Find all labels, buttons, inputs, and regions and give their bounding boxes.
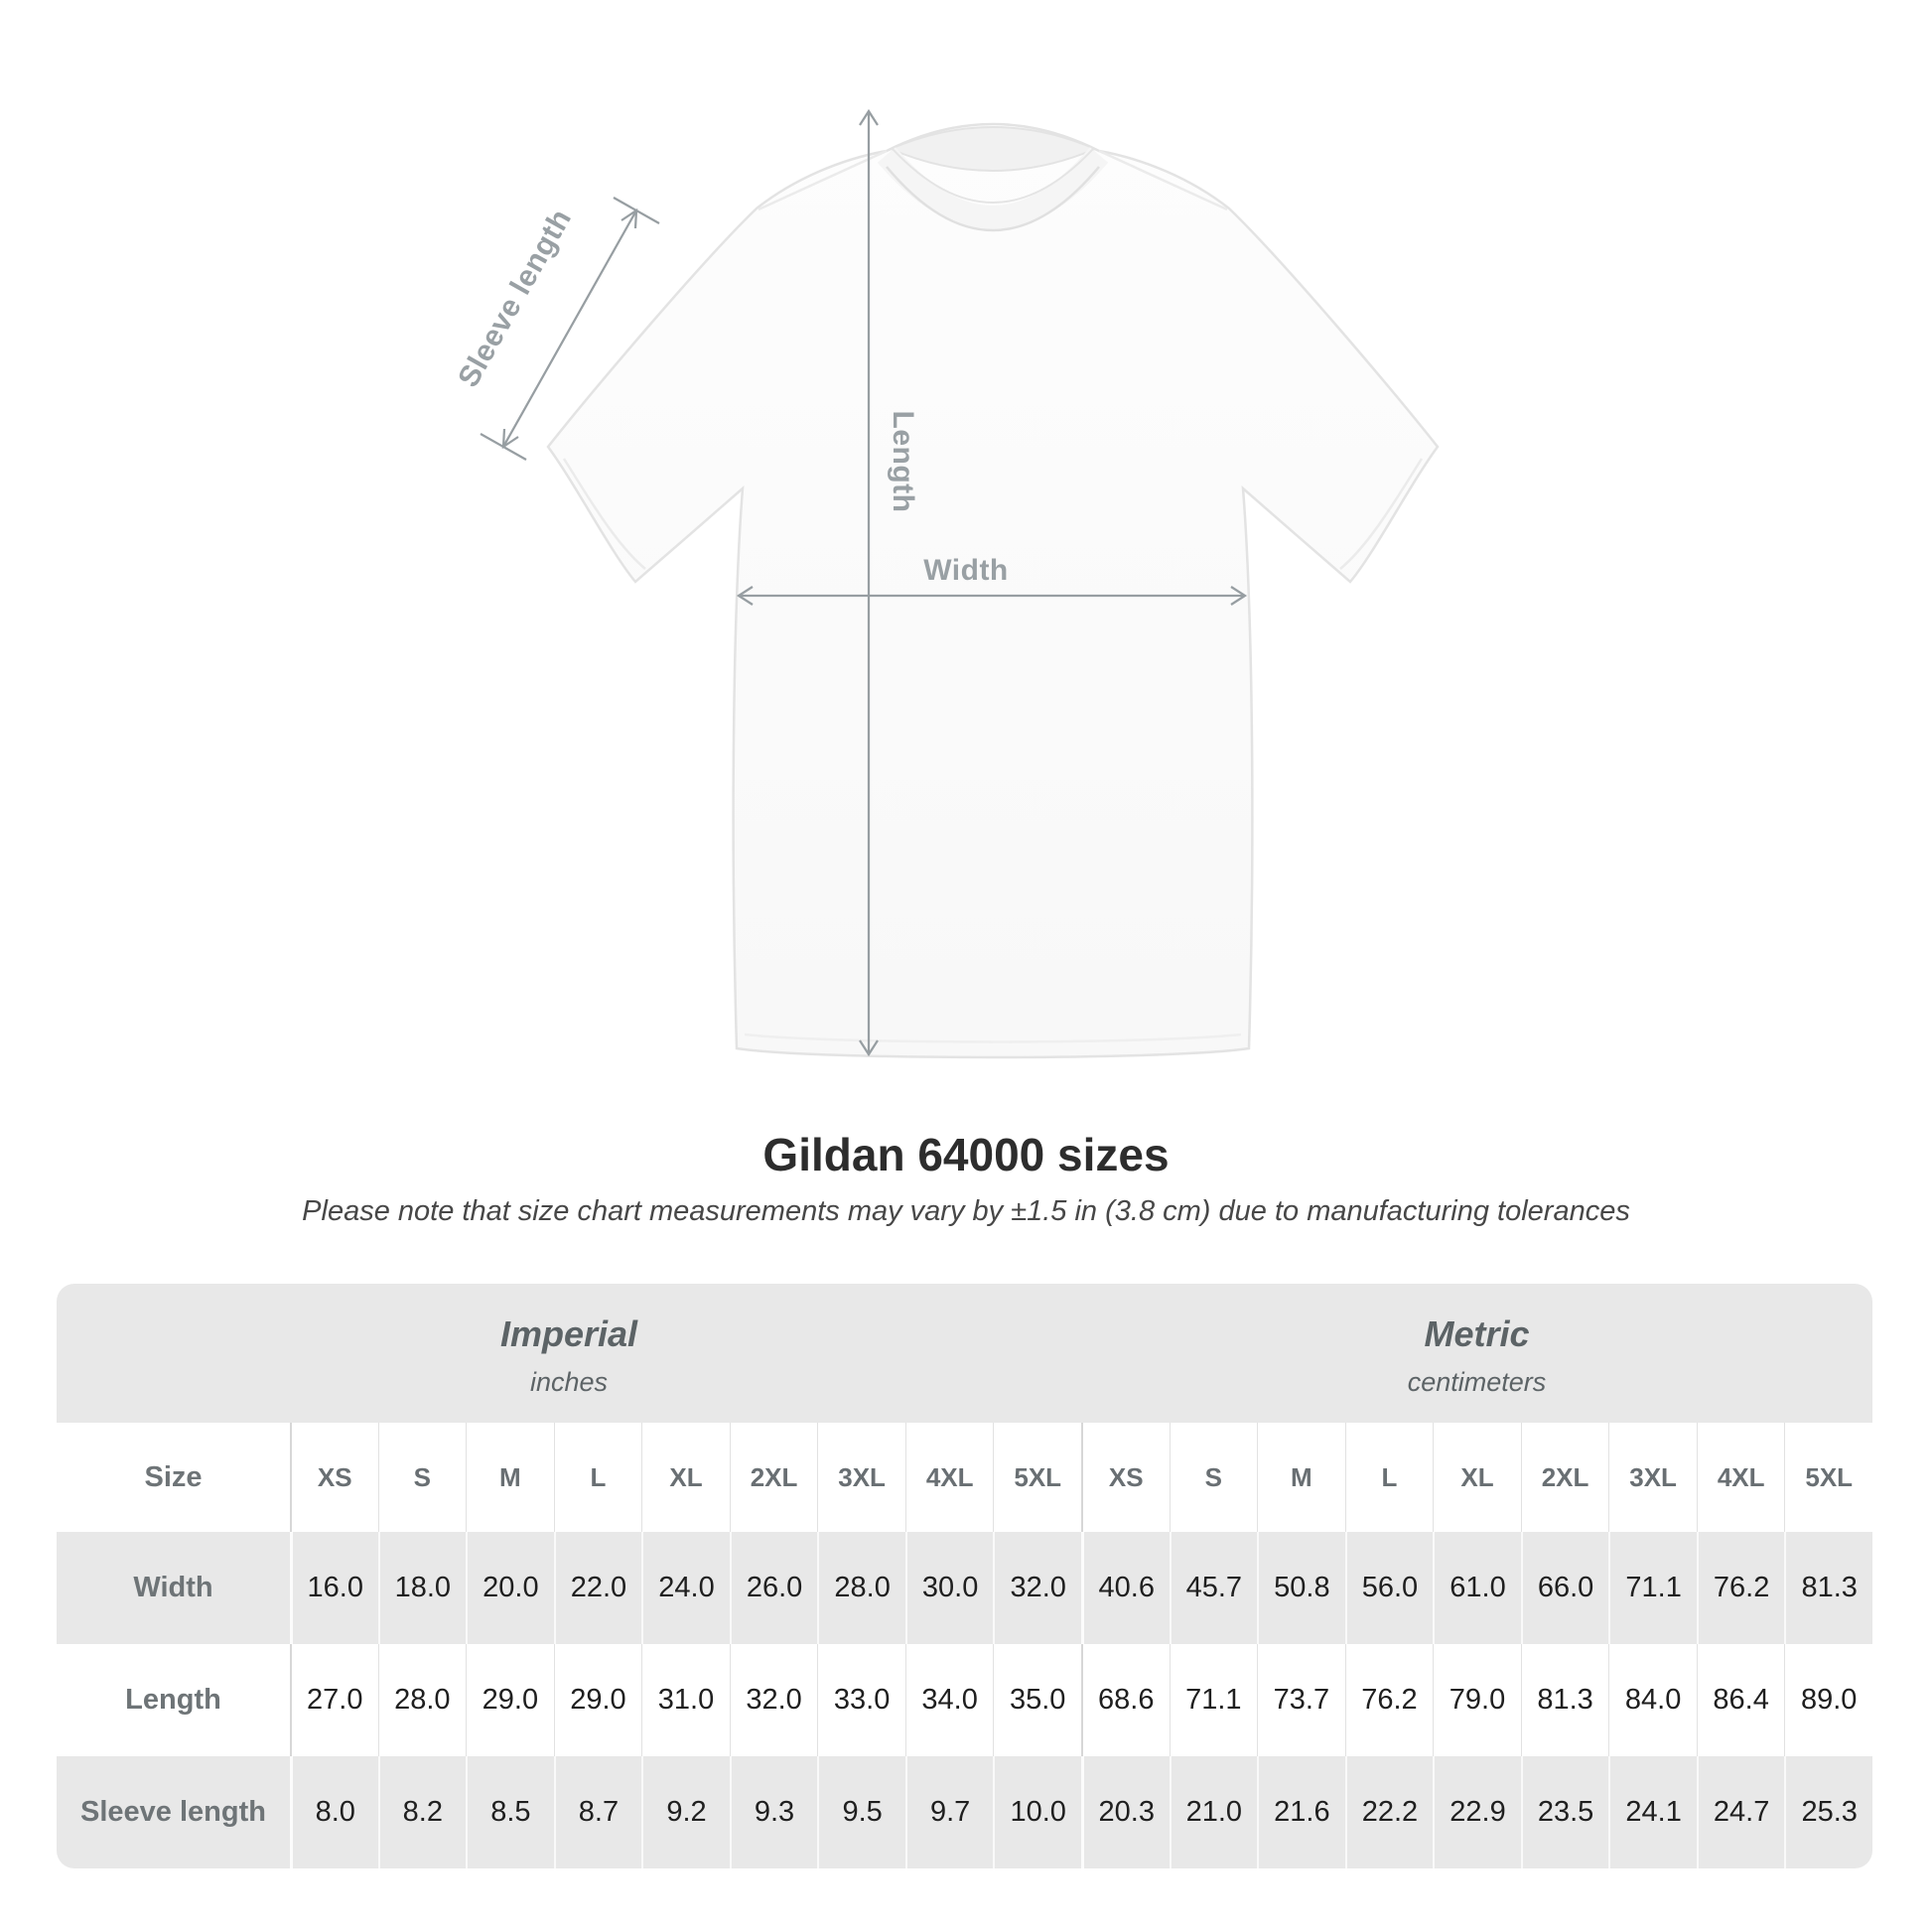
value-cell: 81.3: [1521, 1644, 1609, 1756]
value-cell: 21.6: [1257, 1756, 1345, 1868]
tolerance-note: Please note that size chart measurements may vary by ±1.5 in (3.8 cm) due to manufacturing tolerances: [302, 1195, 1630, 1227]
row-label: Width: [133, 1572, 213, 1603]
value-cell: 32.0: [730, 1644, 818, 1756]
value-cell: 86.4: [1697, 1644, 1785, 1756]
value-cell: 31.0: [641, 1644, 730, 1756]
size-header-row: [57, 1423, 1872, 1532]
size-header-imperial: XL: [641, 1423, 730, 1532]
value-cell: 9.5: [817, 1756, 905, 1868]
value-cell: 9.2: [641, 1756, 730, 1868]
value-cell: 66.0: [1521, 1532, 1609, 1644]
value-cell: 84.0: [1608, 1644, 1697, 1756]
value-cell: 34.0: [905, 1644, 994, 1756]
value-cell: 18.0: [378, 1532, 467, 1644]
value-cell: 10.0: [993, 1756, 1081, 1868]
table-row-width: [57, 1532, 1872, 1644]
value-cell: 20.0: [466, 1532, 554, 1644]
value-cell: 45.7: [1170, 1532, 1258, 1644]
size-header-metric: XL: [1433, 1423, 1521, 1532]
value-cell: 33.0: [817, 1644, 905, 1756]
value-cell: 79.0: [1433, 1644, 1521, 1756]
value-cell: 24.0: [641, 1532, 730, 1644]
value-cell: 16.0: [290, 1532, 378, 1644]
value-cell: 8.2: [378, 1756, 467, 1868]
size-header-imperial: XS: [290, 1423, 378, 1532]
imperial-group-name: Imperial: [499, 1312, 638, 1354]
value-cell: 30.0: [905, 1532, 994, 1644]
size-header-metric: 2XL: [1521, 1423, 1609, 1532]
length-label: Length: [887, 410, 919, 513]
tshirt-body: [548, 124, 1438, 1057]
value-cell: 21.0: [1170, 1756, 1258, 1868]
metric-group-header: [1081, 1284, 1872, 1423]
value-cell: 25.3: [1784, 1756, 1872, 1868]
value-cell: 23.5: [1521, 1756, 1609, 1868]
size-header-metric: L: [1345, 1423, 1434, 1532]
value-cell: 22.9: [1433, 1756, 1521, 1868]
value-cell: 26.0: [730, 1532, 818, 1644]
value-cell: 24.7: [1697, 1756, 1785, 1868]
value-cell: 22.0: [554, 1532, 642, 1644]
value-cell: 8.5: [466, 1756, 554, 1868]
value-cell: 28.0: [817, 1532, 905, 1644]
value-cell: 9.3: [730, 1756, 818, 1868]
value-cell: 71.1: [1170, 1644, 1258, 1756]
value-cell: 29.0: [554, 1644, 642, 1756]
value-cell: 32.0: [993, 1532, 1081, 1644]
metric-group-unit: centimeters: [1407, 1366, 1547, 1397]
size-header-imperial: 3XL: [817, 1423, 905, 1532]
value-cell: 40.6: [1081, 1532, 1170, 1644]
value-cell: 8.0: [290, 1756, 378, 1868]
value-cell: 61.0: [1433, 1532, 1521, 1644]
size-header-imperial: 5XL: [993, 1423, 1081, 1532]
row-label: Length: [125, 1684, 221, 1716]
size-header-imperial: 2XL: [730, 1423, 818, 1532]
value-cell: 56.0: [1345, 1532, 1434, 1644]
size-header-metric: XS: [1081, 1423, 1170, 1532]
value-cell: 50.8: [1257, 1532, 1345, 1644]
unit-group-header-row: [57, 1284, 1872, 1423]
table-row-sleeve-length: [57, 1756, 1872, 1868]
value-cell: 68.6: [1081, 1644, 1170, 1756]
metric-group-name: Metric: [1424, 1312, 1530, 1354]
size-header-metric: M: [1257, 1423, 1345, 1532]
imperial-group-header: [57, 1284, 1081, 1423]
value-cell: 27.0: [290, 1644, 378, 1756]
size-header-imperial: S: [378, 1423, 467, 1532]
size-table: [57, 1284, 1872, 1868]
size-header-imperial: M: [466, 1423, 554, 1532]
table-row-length: [57, 1644, 1872, 1756]
value-cell: 73.7: [1257, 1644, 1345, 1756]
value-cell: 22.2: [1345, 1756, 1434, 1868]
value-cell: 89.0: [1784, 1644, 1872, 1756]
sleeve-length-label: Sleeve length: [452, 204, 579, 393]
value-cell: 35.0: [993, 1644, 1081, 1756]
size-header-imperial: 4XL: [905, 1423, 994, 1532]
value-cell: 29.0: [466, 1644, 554, 1756]
value-cell: 24.1: [1608, 1756, 1697, 1868]
size-column-label: Size: [144, 1460, 203, 1493]
size-header-metric: 3XL: [1608, 1423, 1697, 1532]
value-cell: 71.1: [1608, 1532, 1697, 1644]
value-cell: 81.3: [1784, 1532, 1872, 1644]
value-cell: 9.7: [905, 1756, 994, 1868]
size-header-imperial: L: [554, 1423, 642, 1532]
value-cell: 20.3: [1081, 1756, 1170, 1868]
value-cell: 76.2: [1697, 1532, 1785, 1644]
width-label: Width: [923, 554, 1009, 587]
size-header-metric: 5XL: [1784, 1423, 1872, 1532]
size-header-metric: 4XL: [1697, 1423, 1785, 1532]
page-title: Gildan 64000 sizes: [762, 1129, 1170, 1180]
value-cell: 28.0: [378, 1644, 467, 1756]
imperial-group-unit: inches: [529, 1366, 609, 1397]
row-label: Sleeve length: [80, 1796, 266, 1828]
size-header-metric: S: [1170, 1423, 1258, 1532]
value-cell: 76.2: [1345, 1644, 1434, 1756]
value-cell: 8.7: [554, 1756, 642, 1868]
